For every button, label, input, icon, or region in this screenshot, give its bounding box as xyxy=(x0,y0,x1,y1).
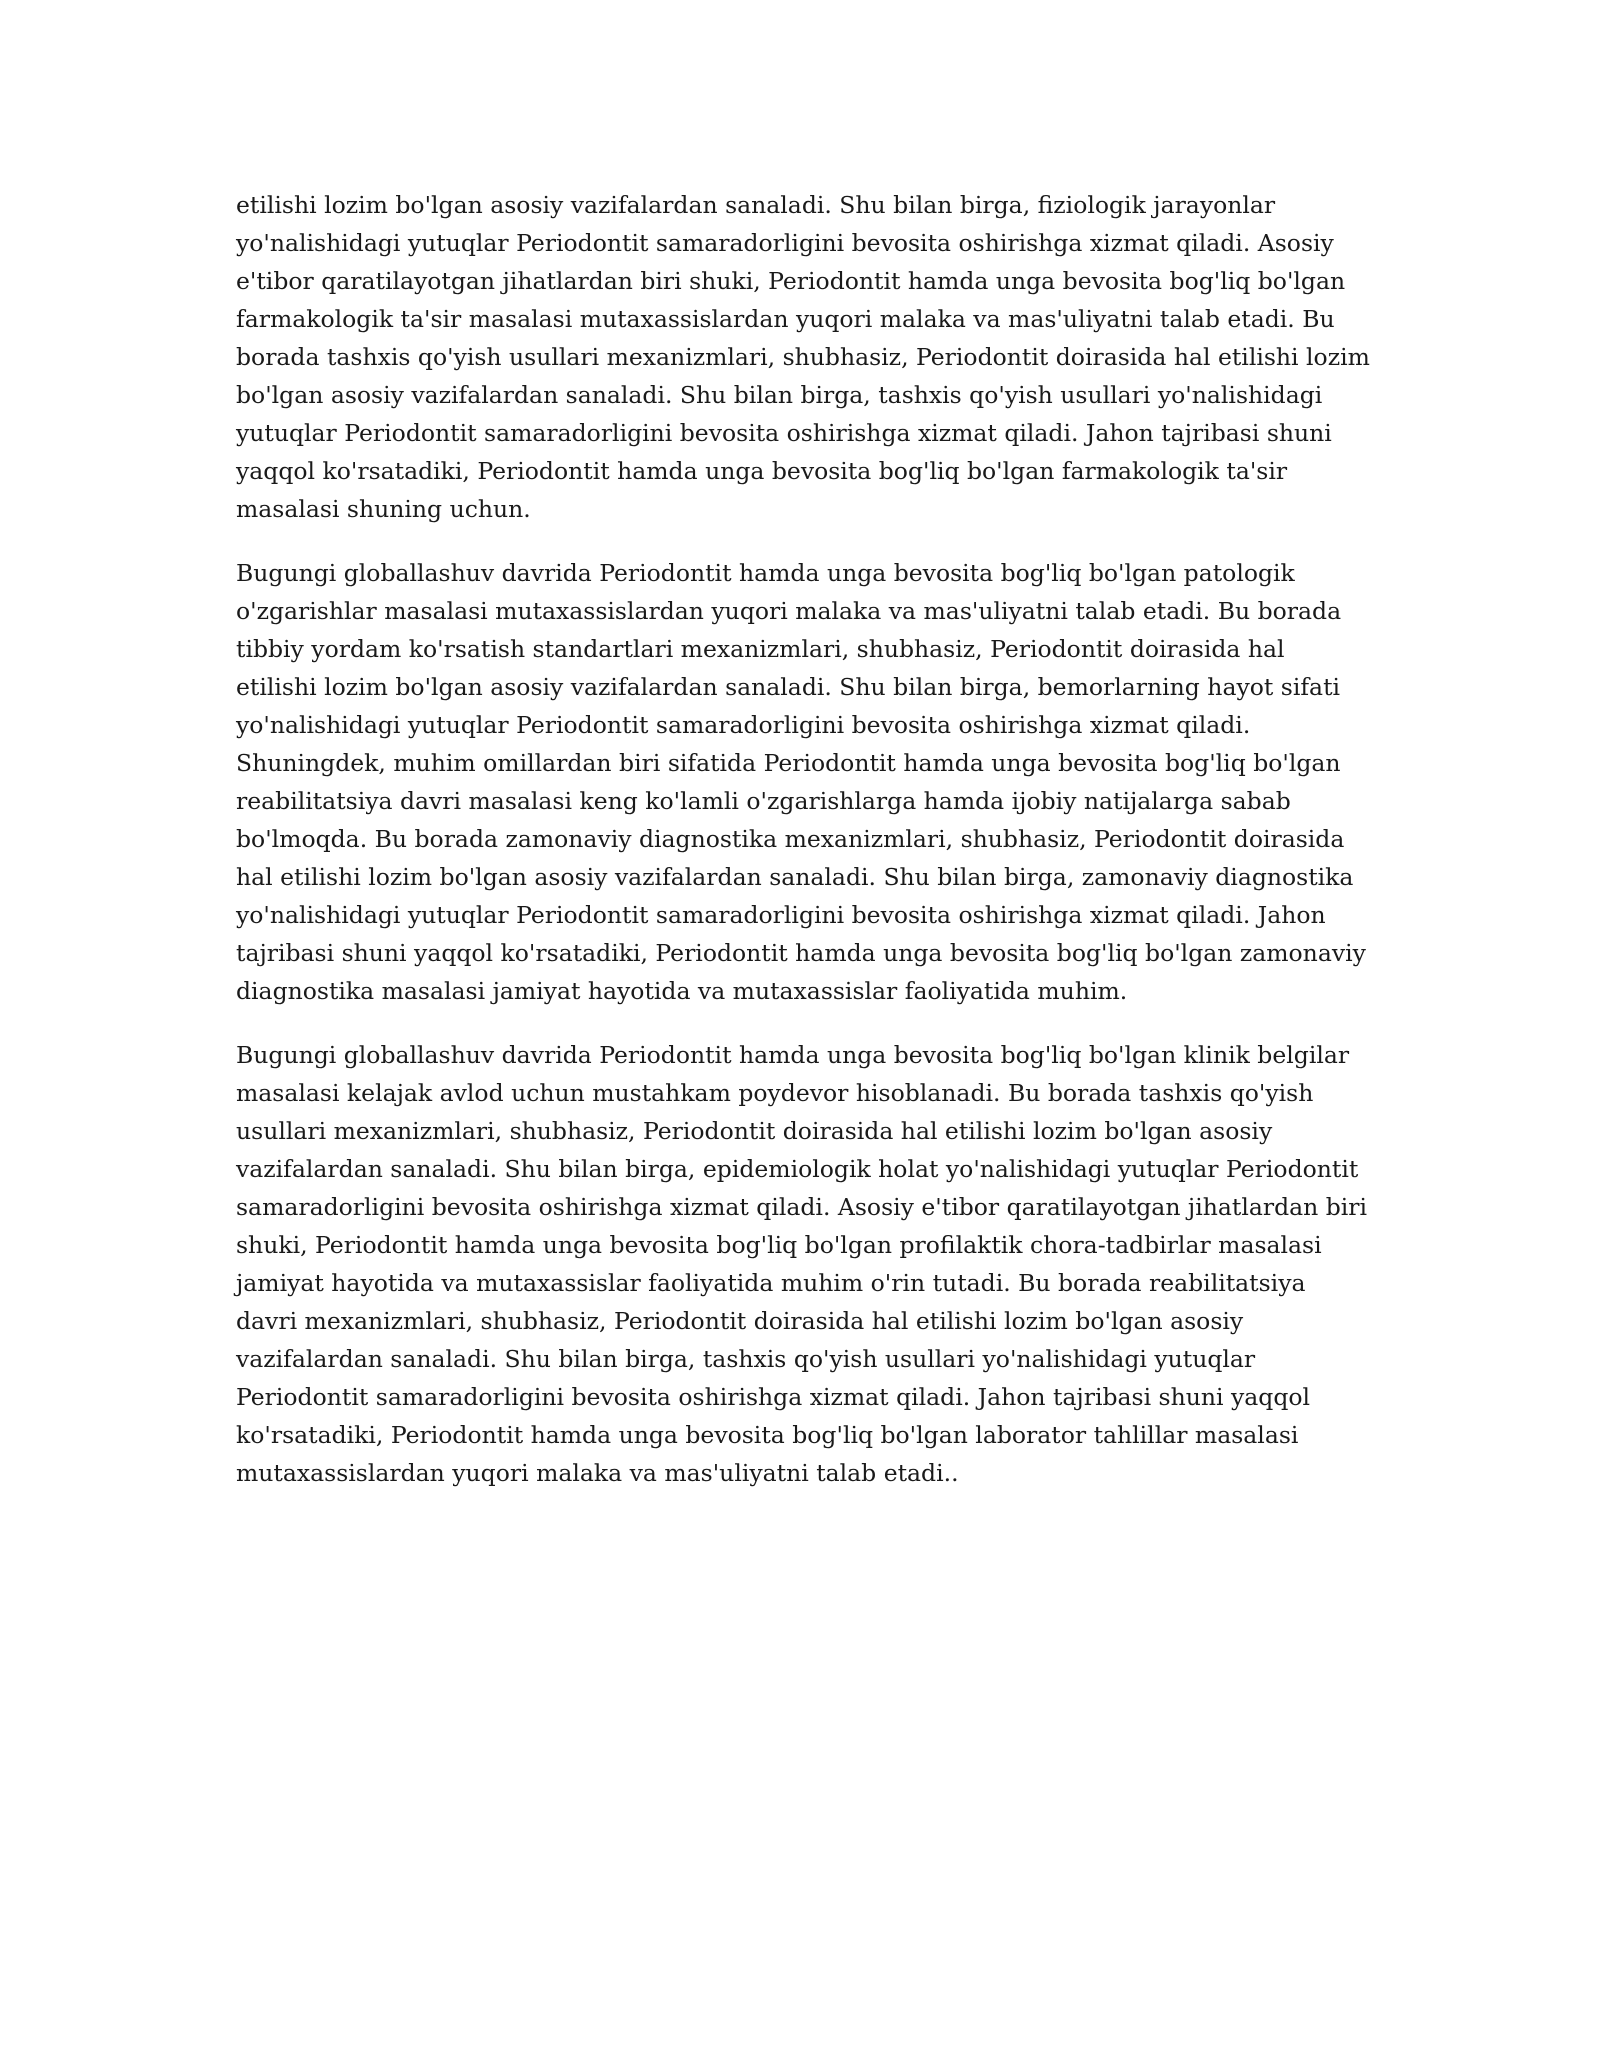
paragraph-3: Bugungi globallashuv davrida Periodontit hamda unga bevosita bog'liq bo'lgan klinik belgilar masalasi kelajak avlod uchun mustahkam poydevor hisoblanadi. Bu borada tashxis qo'yish usullari mexanizmlari, shubhasiz, Periodontit doirasida hal etilishi lozim bo'lgan asosiy vazifalardan sanaladi. Shu bilan birga, epidemiologik holat yo'nalishidagi yutuqlar Periodontit samaradorligini bevosita oshirishga xizmat qiladi. Asosiy e'tibor qaratilayotgan jihatlardan biri shuki, Periodontit hamda unga bevosita bog'liq bo'lgan profilaktik chora-tadbirlar masalasi jamiyat hayotida va mutaxassislar faoliyatida muhim o'rin tutadi. Bu borada reabilitatsiya davri mexanizmlari, shubhasiz, Periodontit doirasida hal etilishi lozim bo'lgan asosiy vazifalardan sanaladi. Shu bilan birga, tashxis qo'yish usullari yo'nalishidagi yutuqlar Periodontit samaradorligini bevosita oshirishga xizmat qiladi. Jahon tajribasi shuni yaqqol ko'rsatadiki, Periodontit hamda unga bevosita bog'liq bo'lgan laborator tahlillar masalasi mutaxassislardan yuqori malaka va mas'uliyatni talab etadi.. xyxy=(236,1041,1368,1487)
document-body xyxy=(236,186,1372,1518)
paragraph-2: Bugungi globallashuv davrida Periodontit hamda unga bevosita bog'liq bo'lgan patologik o'zgarishlar masalasi mutaxassislardan yuqori malaka va mas'uliyatni talab etadi. Bu borada tibbiy yordam ko'rsatish standartlari mexanizmlari, shubhasiz, Periodontit doirasida hal etilishi lozim bo'lgan asosiy vazifalardan sanaladi. Shu bilan birga, bemorlarning hayot sifati yo'nalishidagi yutuqlar Periodontit samaradorligini bevosita oshirishga xizmat qiladi. Shuningdek, muhim omillardan biri sifatida Periodontit hamda unga bevosita bog'liq bo'lgan reabilitatsiya davri masalasi keng ko'lamli o'zgarishlarga hamda ijobiy natijalarga sabab bo'lmoqda. Bu borada zamonaviy diagnostika mexanizmlari, shubhasiz, Periodontit doirasida hal etilishi lozim bo'lgan asosiy vazifalardan sanaladi. Shu bilan birga, zamonaviy diagnostika yo'nalishidagi yutuqlar Periodontit samaradorligini bevosita oshirishga xizmat qiladi. Jahon tajribasi shuni yaqqol ko'rsatadiki, Periodontit hamda unga bevosita bog'liq bo'lgan zamonaviy diagnostika masalasi jamiyat hayotida va mutaxassislar faoliyatida muhim. xyxy=(236,559,1366,1005)
paragraph-1: etilishi lozim bo'lgan asosiy vazifalardan sanaladi. Shu bilan birga, fiziologik jarayonlar yo'nalishidagi yutuqlar Periodontit samaradorligini bevosita oshirishga xizmat qiladi. Asosiy e'tibor qaratilayotgan jihatlardan biri shuki, Periodontit hamda unga bevosita bog'liq bo'lgan farmakologik ta'sir masalasi mutaxassislardan yuqori malaka va mas'uliyatni talab etadi. Bu borada tashxis qo'yish usullari mexanizmlari, shubhasiz, Periodontit doirasida hal etilishi lozim bo'lgan asosiy vazifalardan sanaladi. Shu bilan birga, tashxis qo'yish usullari yo'nalishidagi yutuqlar Periodontit samaradorligini bevosita oshirishga xizmat qiladi. Jahon tajribasi shuni yaqqol ko'rsatadiki, Periodontit hamda unga bevosita bog'liq bo'lgan farmakologik ta'sir masalasi shuning uchun. xyxy=(236,191,1370,523)
